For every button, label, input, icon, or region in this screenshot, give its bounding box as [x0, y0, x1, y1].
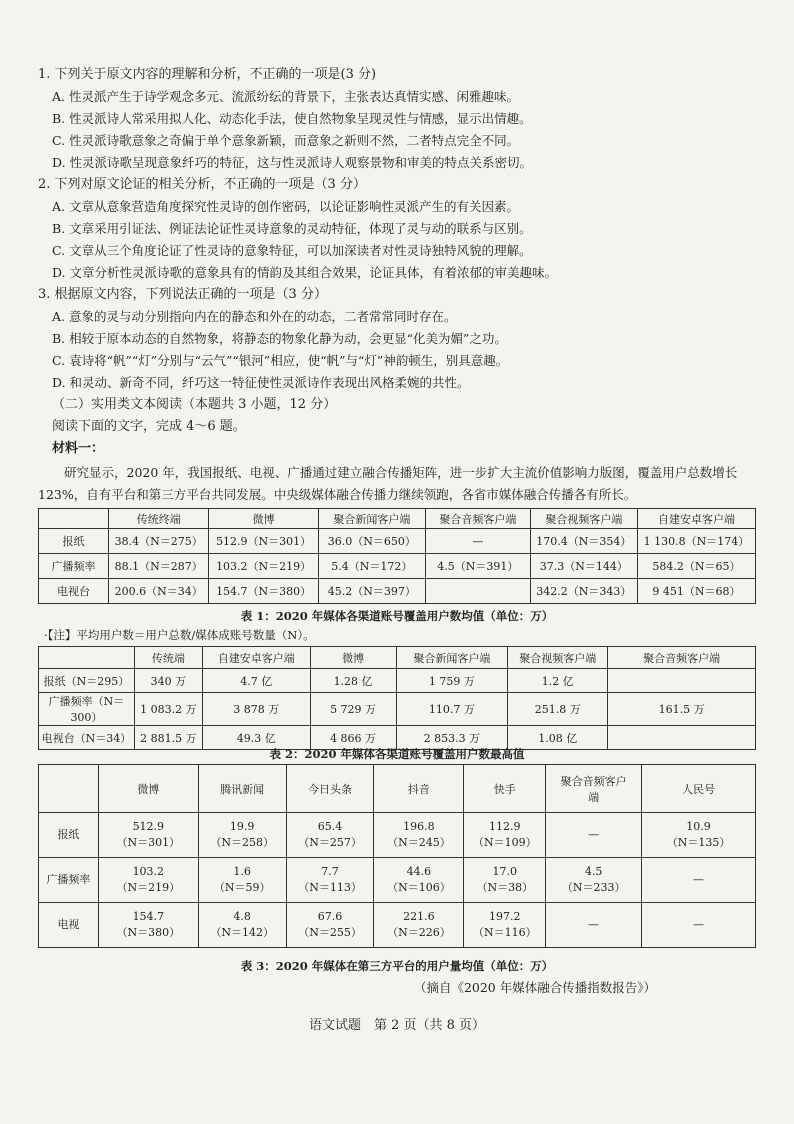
table-cell: 报纸: [39, 813, 99, 858]
table-cell: 110.7 万: [396, 693, 508, 726]
cell-n: （N＝142）: [210, 926, 274, 939]
table-cell: 3 878 万: [202, 693, 310, 726]
cell-value: 7.7: [321, 865, 339, 878]
cell-value: 221.6: [403, 910, 435, 923]
cell-value: 19.9: [229, 820, 255, 833]
table-cell: 170.4（N＝354）: [530, 529, 637, 554]
material-paragraph-text: 研究显示，2020 年，我国报纸、电视、广播通过建立融合传播矩阵，进一步扩大主流价值影响力版图，覆盖用户总数增长 123%，自有平台和第三方平台共同发展。中央级媒体融合传播力继续领跑，各省市媒体融合传播各有所长。: [38, 465, 738, 502]
table-cell: 电视台（N＝34）: [39, 726, 135, 750]
table-cell: 512.9（N＝301）: [209, 529, 318, 554]
table-3-header: 微博: [98, 765, 198, 813]
table-3-header: 抖音: [374, 765, 464, 813]
table-cell: 38.4（N＝275）: [108, 529, 209, 554]
table-row: [39, 579, 756, 604]
cell-value: —: [693, 918, 705, 931]
cell-n: （N＝116）: [472, 926, 537, 939]
table-cell: 584.2（N＝65）: [637, 554, 755, 579]
table-cell: 广播频率: [39, 858, 99, 903]
table-cell: 340 万: [134, 669, 202, 693]
question-1-option-b: B. 性灵派诗人常采用拟人化、动态化手法，使自然物象呈现灵性与情感，显示出情趣。: [52, 111, 532, 126]
table-cell: 4.7 亿: [202, 669, 310, 693]
question-3-option-d: D. 和灵动、新奇不同，纤巧这一特征使性灵派诗作表现出风格柔婉的共性。: [52, 375, 470, 390]
table-2-header: 传统端: [134, 647, 202, 669]
table-3-header: [39, 765, 99, 813]
cell-value: 197.2: [489, 910, 521, 923]
table-cell: 4.5（N＝391）: [425, 554, 530, 579]
table-1-header: 聚合新闻客户端: [318, 509, 425, 529]
table-cell: 4 866 万: [310, 726, 396, 750]
cell-n: （N＝106）: [387, 881, 451, 894]
table-cell: 2 853.3 万: [396, 726, 508, 750]
table-cell: [374, 903, 464, 948]
table-row: [39, 554, 756, 579]
question-2-option-a: A. 文章从意象营造角度探究性灵诗的创作密码，以论证影响性灵派产生的有关因素。: [52, 199, 519, 214]
cell-value: 154.7: [132, 910, 165, 923]
cell-value: 4.5: [584, 865, 603, 878]
source-citation: （摘自《2020 年媒体融合传播指数报告》）: [413, 980, 656, 995]
table-cell: 9 451（N＝68）: [637, 579, 755, 604]
cell-n: （N＝380）: [116, 926, 181, 939]
table-row: [39, 529, 756, 554]
cell-n: （N＝301）: [116, 836, 181, 849]
table-1-header-row: [39, 509, 756, 529]
table-3-caption: 表 3：2020 年媒体在第三方平台的用户量均值（单位：万）: [240, 959, 554, 973]
table-cell: [425, 579, 530, 604]
table-3-header-row: [39, 765, 756, 813]
question-3-option-b: B. 相较于原本动态的自然物象，将静态的物象化静为动，会更显“化美为媚”之功。: [52, 331, 507, 346]
question-2-option-c: C. 文章从三个角度论证了性灵诗的意象特征，可以加深读者对性灵诗独特风貌的理解。: [52, 243, 532, 258]
table-cell: [642, 858, 756, 903]
table-2-header: 自建安卓客户端: [202, 647, 310, 669]
table-row: [39, 693, 756, 726]
table-cell: [286, 858, 374, 903]
table-cell: 1 130.8（N＝174）: [637, 529, 755, 554]
cell-n: （N＝135）: [666, 836, 731, 849]
question-2-option-d: D. 文章分析性灵派诗歌的意象具有的情韵及其组合效果，论证具体，有着浓郁的审美趣味。: [52, 265, 558, 280]
table-3-header: 今日头条: [286, 765, 374, 813]
table-cell: [546, 813, 642, 858]
cell-n: （N＝38）: [476, 881, 534, 894]
table-cell: 电视: [39, 903, 99, 948]
table-cell: 251.8 万: [508, 693, 608, 726]
table-cell: 报纸（N＝295）: [39, 669, 135, 693]
table-cell: 88.1（N＝287）: [108, 554, 209, 579]
question-2-stem: 2. 下列对原文论证的相关分析，不正确的一项是（3 分）: [38, 177, 366, 192]
table-cell: [608, 669, 756, 693]
table-cell: 49.3 亿: [202, 726, 310, 750]
table-cell: 1 759 万: [396, 669, 508, 693]
table-1-header: 自建安卓客户端: [637, 509, 755, 529]
table-cell: [374, 858, 464, 903]
question-1-option-d: D. 性灵派诗歌呈现意象纤巧的特征，这与性灵派诗人观察景物和审美的特点关系密切。: [52, 155, 533, 170]
cell-n: （N＝226）: [387, 926, 451, 939]
cell-value: 17.0: [492, 865, 518, 878]
cell-value: 196.8: [403, 820, 435, 833]
table-cell: [374, 813, 464, 858]
table-2-header-row: [39, 647, 756, 669]
page-footer: 语文试题 第 2 页（共 8 页）: [308, 1018, 486, 1033]
cell-value: 65.4: [317, 820, 343, 833]
cell-value: —: [588, 828, 600, 841]
table-cell: 5.4（N＝172）: [318, 554, 425, 579]
table-1-header: 聚合音频客户端: [425, 509, 530, 529]
cell-n: （N＝257）: [298, 836, 362, 849]
table-cell: 2 881.5 万: [134, 726, 202, 750]
table-cell: [464, 858, 546, 903]
table-cell: 36.0（N＝650）: [318, 529, 425, 554]
table-2-header: 聚合视频客户端: [508, 647, 608, 669]
table-3: [38, 764, 756, 948]
cell-value: —: [693, 873, 705, 886]
table-3-header: 快手: [464, 765, 546, 813]
cell-value: 67.6: [317, 910, 343, 923]
material-paragraph: [38, 462, 750, 506]
question-3-option-c: C. 袁诗将“帆”“灯”分别与“云气”“银河”相应，使“帆”与“灯”神韵顿生，别具意趣。: [52, 353, 509, 368]
table-cell: 报纸: [39, 529, 109, 554]
table-1-header: 微博: [209, 509, 318, 529]
cell-value: 112.9: [489, 820, 521, 833]
table-cell: [98, 903, 198, 948]
table-cell: [286, 813, 374, 858]
table-cell: —: [425, 529, 530, 554]
table-cell: [98, 813, 198, 858]
table-cell: [642, 903, 756, 948]
table-cell: 342.2（N＝343）: [530, 579, 637, 604]
table-cell: 电视台: [39, 579, 109, 604]
cell-n: （N＝255）: [298, 926, 362, 939]
table-2-header: 聚合音频客户端: [608, 647, 756, 669]
table-2-header: [39, 647, 135, 669]
table-cell: 37.3（N＝144）: [530, 554, 637, 579]
table-cell: 广播频率（N＝300）: [39, 693, 135, 726]
cell-value: 10.9: [686, 820, 711, 833]
table-cell: [642, 813, 756, 858]
table-cell: [198, 813, 286, 858]
table-cell: [198, 903, 286, 948]
cell-value: 512.9: [132, 820, 165, 833]
cell-n: （N＝113）: [298, 881, 362, 894]
table-2-header: 聚合新闻客户端: [396, 647, 508, 669]
table-3-header: 聚合音频客户端: [546, 765, 642, 813]
table-1-header: 聚合视频客户端: [530, 509, 637, 529]
cell-value: 44.6: [406, 865, 432, 878]
table-1-header: [39, 509, 109, 529]
table-cell: 1.08 亿: [508, 726, 608, 750]
question-1-option-c: C. 性灵派诗歌意象之奇偏于单个意象新颖，而意象之新则不然，二者特点完全不同。: [52, 133, 520, 148]
question-3-option-a: A. 意象的灵与动分别指向内在的静态和外在的动态，二者常常同时存在。: [52, 309, 457, 324]
table-cell: [546, 903, 642, 948]
cell-value: —: [588, 918, 600, 931]
table-2-caption: 表 2：2020 年媒体各渠道账号覆盖用户数最高值: [269, 747, 525, 761]
question-1-option-a: A. 性灵派产生于诗学观念多元、流派纷纭的背景下，主张表达真情实感、闲雅趣味。: [52, 89, 519, 104]
table-1: [38, 508, 756, 604]
table-cell: [464, 813, 546, 858]
table-cell: 161.5 万: [608, 693, 756, 726]
table-cell: 103.2（N＝219）: [209, 554, 318, 579]
table-1-header: 传统终端: [108, 509, 209, 529]
table-row: [39, 903, 756, 948]
cell-n: （N＝109）: [472, 836, 537, 849]
cell-n: （N＝219）: [116, 881, 181, 894]
table-cell: 1 083.2 万: [134, 693, 202, 726]
table-3-header: 人民号: [642, 765, 756, 813]
table-3-header: 腾讯新闻: [198, 765, 286, 813]
material-label: 材料一：: [52, 441, 105, 456]
table-cell: 1.28 亿: [310, 669, 396, 693]
table-row: [39, 669, 756, 693]
table-cell: [464, 903, 546, 948]
table-cell: 45.2（N＝397）: [318, 579, 425, 604]
cell-value: 103.2: [132, 865, 165, 878]
table-cell: [546, 858, 642, 903]
table-cell: 200.6（N＝34）: [108, 579, 209, 604]
table-1-note: ·【注】平均用户数＝用户总数/媒体成账号数量（N）。: [44, 628, 315, 642]
table-cell: [198, 858, 286, 903]
table-2-header: 微博: [310, 647, 396, 669]
table-row: [39, 858, 756, 903]
cell-n: （N＝233）: [561, 881, 626, 894]
table-2: [38, 646, 756, 750]
table-1-caption: 表 1：2020 年媒体各渠道账号覆盖用户数均值（单位：万）: [240, 609, 554, 623]
table-cell: 1.2 亿: [508, 669, 608, 693]
cell-n: （N＝258）: [210, 836, 274, 849]
table-cell: 5 729 万: [310, 693, 396, 726]
cell-n: （N＝245）: [387, 836, 451, 849]
table-cell: [98, 858, 198, 903]
section-title: （二）实用类文本阅读（本题共 3 小题，12 分）: [52, 397, 337, 412]
table-cell: 广播频率: [39, 554, 109, 579]
cell-value: 4.8: [233, 910, 251, 923]
table-cell: 154.7（N＝380）: [209, 579, 318, 604]
question-1-stem: 1. 下列关于原文内容的理解和分析，不正确的一项是(3 分): [38, 67, 377, 82]
table-row: [39, 813, 756, 858]
cell-n: （N＝59）: [213, 881, 271, 894]
question-3-stem: 3. 根据原文内容，下列说法正确的一项是（3 分）: [38, 287, 327, 302]
section-instruction: 阅读下面的文字，完成 4～6 题。: [52, 419, 246, 434]
cell-value: 1.6: [233, 865, 251, 878]
question-2-option-b: B. 文章采用引证法、例证法论证性灵诗意象的灵动特征，体现了灵与动的联系与区别。: [52, 221, 532, 236]
table-cell: [286, 903, 374, 948]
